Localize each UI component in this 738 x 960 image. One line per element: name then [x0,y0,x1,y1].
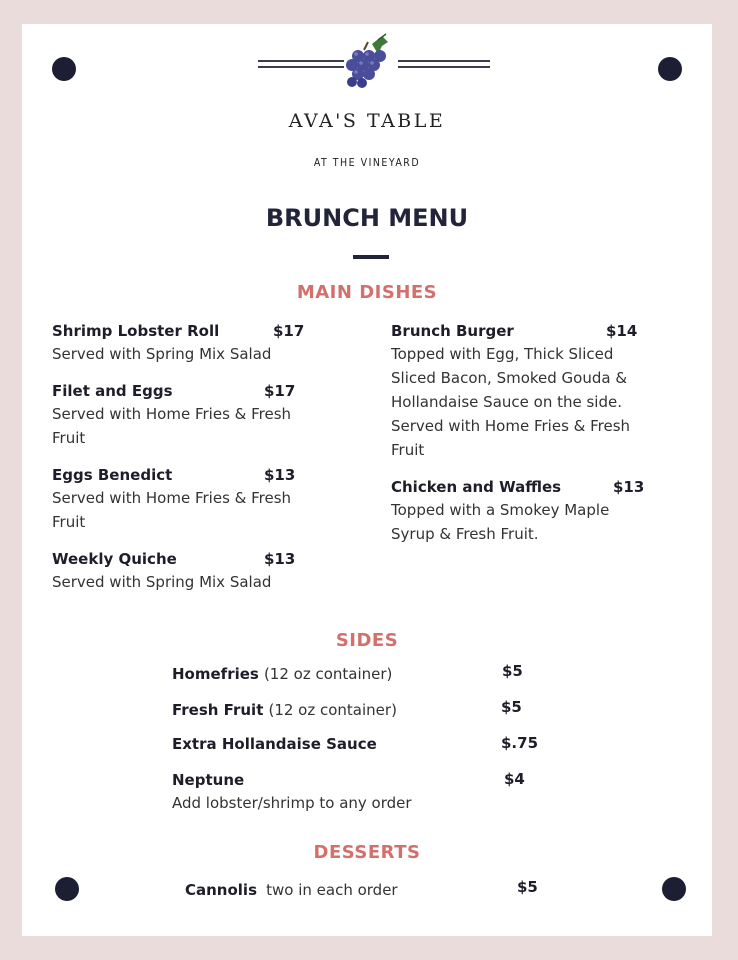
item-description-line: Syrup & Fresh Fruit. [391,525,539,543]
logo-rule-right-top [398,60,490,62]
item-name: Extra Hollandaise Sauce [172,735,377,753]
side-item-fresh-fruit [172,698,572,722]
grapes-icon [338,32,398,92]
menu-title: BRUNCH MENU [265,204,469,232]
item-price: $13 [613,478,645,496]
side-item-extra-hollandaise [172,734,572,753]
menu-item-filet-and-eggs [52,382,372,450]
menu-item-shrimp-lobster-roll [52,322,372,366]
dessert-item-cannolis [185,878,585,902]
item-description-line: Hollandaise Sauce on the side. [391,393,622,411]
menu-item-eggs-benedict [52,466,372,534]
section-heading-main-dishes: MAIN DISHES [296,282,438,303]
item-note: (12 oz container) [263,665,393,683]
item-description-line: Fruit [52,513,86,531]
logo-rule-left-bottom [258,66,344,68]
section-heading-desserts: DESSERTS [313,842,421,863]
item-price: $4 [504,770,525,788]
item-description: Served with Spring Mix Salad [52,573,272,591]
item-description-line: Served with Home Fries & Fresh [391,417,631,435]
brand-subtitle: AT THE VINEYARD [313,157,421,169]
item-name: Neptune [172,771,245,789]
item-description-line: Topped with a Smokey Maple [391,501,610,519]
menu-item-brunch-burger [391,322,701,462]
item-name: Fresh Fruit [172,701,264,719]
item-description: Served with Spring Mix Salad [52,345,272,363]
menu-card [22,24,712,936]
item-description-line: Topped with Egg, Thick Sliced [391,345,614,363]
item-name: Filet and Eggs [52,382,173,400]
corner-dot-bottom-right [662,877,686,901]
item-note: (12 oz container) [268,701,397,719]
item-price: $17 [264,382,296,400]
item-description: Add lobster/shrimp to any order [172,794,412,812]
title-underline [353,255,389,259]
item-name: Homefries [172,665,259,683]
logo-rule-left-top [258,60,344,62]
item-name: Weekly Quiche [52,550,177,568]
item-price: $.75 [501,734,539,752]
item-description-line: Fruit [391,441,425,459]
side-item-neptune [172,770,572,815]
item-price: $14 [606,322,638,340]
item-name: Brunch Burger [391,322,514,340]
item-price: $5 [502,662,523,680]
menu-item-weekly-quiche [52,550,372,594]
corner-dot-bottom-left [55,877,79,901]
brand-name: AVA'S TABLE [288,110,446,132]
item-name: Cannolis [185,881,258,899]
item-description-line: Fruit [52,429,86,447]
item-price: $17 [273,322,305,340]
item-description-line: Served with Home Fries & Fresh [52,489,292,507]
item-name: Shrimp Lobster Roll [52,322,220,340]
item-price: $5 [517,878,538,896]
item-note: two in each order [266,881,398,899]
item-description-line: Sliced Bacon, Smoked Gouda & [391,369,628,387]
side-item-homefries [172,662,572,686]
corner-dot-top-left [52,57,76,81]
menu-item-chicken-and-waffles [391,478,701,546]
item-price: $13 [264,466,296,484]
item-name: Chicken and Waffles [391,478,562,496]
section-heading-sides: SIDES [335,630,399,651]
item-description-line: Served with Home Fries & Fresh [52,405,292,423]
item-price: $5 [501,698,522,716]
logo-rule-right-bottom [398,66,490,68]
item-price: $13 [264,550,296,568]
item-name: Eggs Benedict [52,466,173,484]
corner-dot-top-right [658,57,682,81]
